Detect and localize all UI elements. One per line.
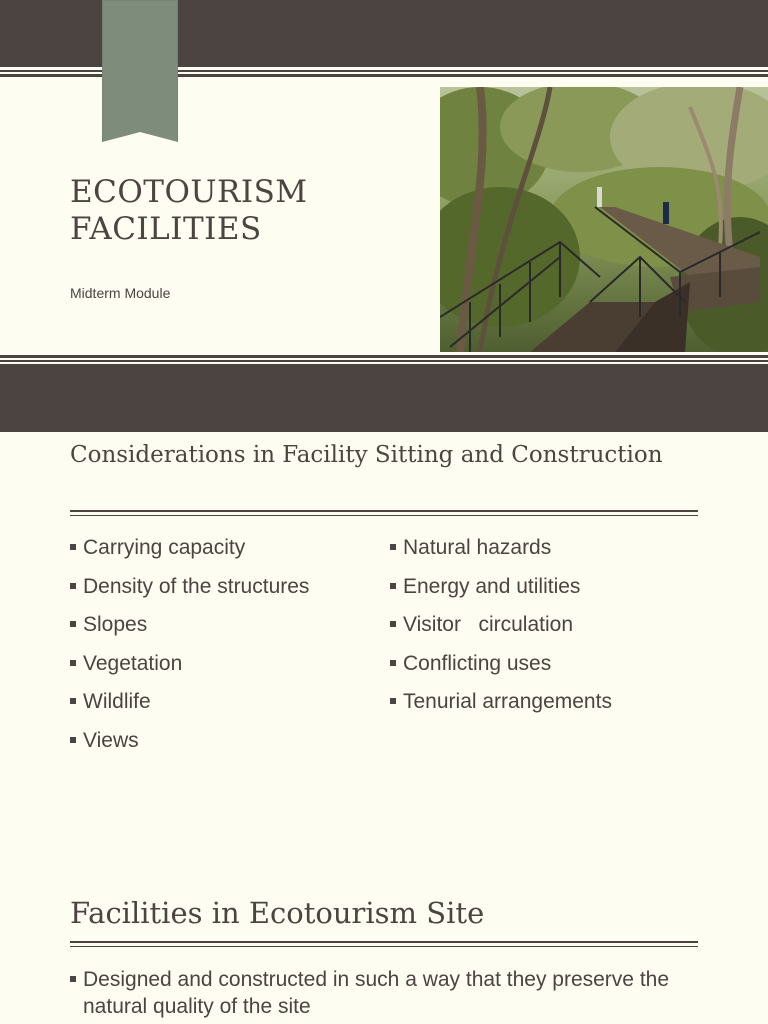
slide-title <box>70 174 420 248</box>
facilities-rule-thick <box>70 941 698 943</box>
list-item: Slopes <box>70 606 309 645</box>
considerations-title: Considerations in Facility Sitting and Construction <box>70 442 663 468</box>
considerations-rule-thin <box>70 515 698 516</box>
list-item: Tenurial arrangements <box>390 683 612 722</box>
bottom-band <box>0 364 768 432</box>
square-bullet-icon <box>390 544 396 550</box>
list-item: Carrying capacity <box>70 529 309 568</box>
title-slide <box>0 0 768 432</box>
facilities-title: Facilities in Ecotourism Site <box>70 896 485 930</box>
list-item: Conflicting uses <box>390 645 612 684</box>
bottom-rule-thin <box>0 360 768 362</box>
square-bullet-icon <box>390 660 396 666</box>
list-item: Vegetation <box>70 645 309 684</box>
list-item: Natural hazards <box>390 529 612 568</box>
list-item: Visitor circulation <box>390 606 612 645</box>
square-bullet-icon <box>390 621 396 627</box>
slide-title-line2: FACILITIES <box>70 211 262 247</box>
bookmark-ribbon <box>102 0 178 142</box>
considerations-right-list <box>390 529 612 722</box>
square-bullet-icon <box>70 544 76 550</box>
square-bullet-icon <box>390 698 396 704</box>
considerations-left-list <box>70 529 309 761</box>
square-bullet-icon <box>70 698 76 704</box>
facilities-bullet-text: Designed and constructed in such a way that they preserve the natural quality of the site <box>83 968 670 1018</box>
square-bullet-icon <box>70 737 76 743</box>
square-bullet-icon <box>70 660 76 666</box>
square-bullet-icon <box>70 621 76 627</box>
facilities-bullet <box>70 966 670 1020</box>
square-bullet-icon <box>70 583 76 589</box>
list-item: Energy and utilities <box>390 568 612 607</box>
square-bullet-icon <box>70 976 76 982</box>
list-item: Wildlife <box>70 683 309 722</box>
slide-subtitle: Midterm Module <box>70 285 171 301</box>
facilities-rule-thin <box>70 946 698 947</box>
square-bullet-icon <box>390 583 396 589</box>
bottom-rule-thick <box>0 355 768 358</box>
list-item: Views <box>70 722 309 761</box>
considerations-rule-thick <box>70 510 698 512</box>
forest-boardwalk-photo <box>440 87 768 352</box>
list-item: Density of the structures <box>70 568 309 607</box>
slide-title-line1: ECOTOURISM <box>70 174 308 210</box>
